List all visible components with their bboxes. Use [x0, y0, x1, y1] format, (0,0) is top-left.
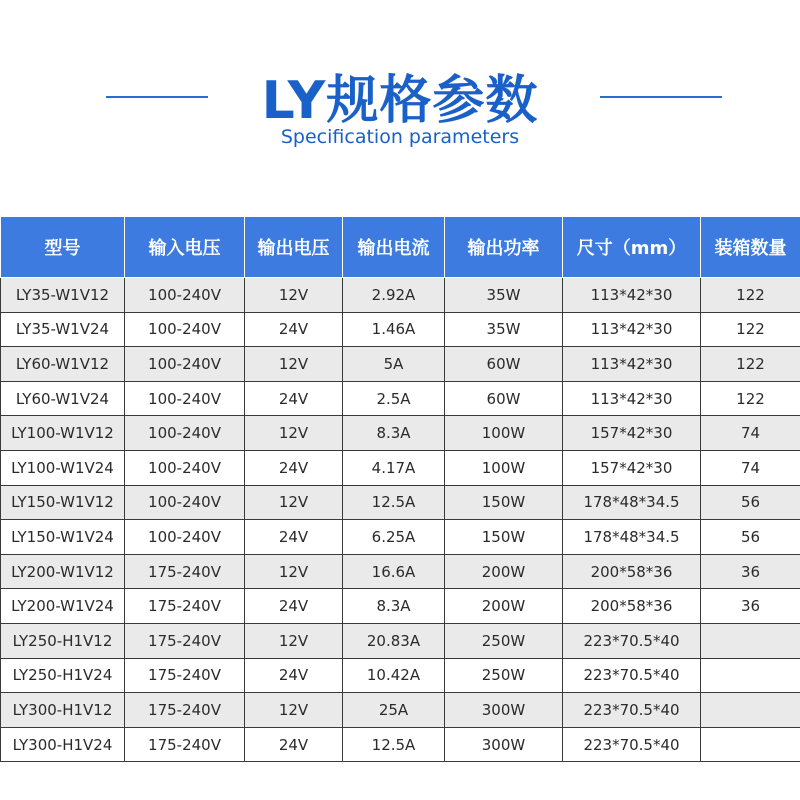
- column-header: 输出功率: [445, 217, 563, 278]
- table-cell: 122: [701, 381, 800, 416]
- page-subtitle: Specification parameters: [280, 126, 520, 148]
- table-cell: 175-240V: [125, 727, 245, 762]
- table-cell: 100-240V: [125, 450, 245, 485]
- table-cell: LY60-W1V12: [1, 347, 125, 382]
- column-header: 输出电流: [343, 217, 445, 278]
- table-cell: [701, 727, 800, 762]
- table-cell: 100-240V: [125, 520, 245, 555]
- table-cell: 113*42*30: [563, 381, 701, 416]
- table-cell: 100-240V: [125, 347, 245, 382]
- table-cell: 200W: [445, 589, 563, 624]
- table-cell: 250W: [445, 658, 563, 693]
- table-cell: 12V: [245, 623, 343, 658]
- column-header: 尺寸（mm）: [563, 217, 701, 278]
- table-cell: 100-240V: [125, 381, 245, 416]
- table-cell: 113*42*30: [563, 312, 701, 347]
- table-row: [1, 554, 800, 589]
- table-cell: [701, 623, 800, 658]
- table-cell: 122: [701, 312, 800, 347]
- table-cell: 100-240V: [125, 312, 245, 347]
- table-cell: 20.83A: [343, 623, 445, 658]
- table-cell: LY300-H1V24: [1, 727, 125, 762]
- table-cell: 250W: [445, 623, 563, 658]
- table-cell: 12.5A: [343, 727, 445, 762]
- table-cell: LY150-W1V24: [1, 520, 125, 555]
- table-cell: 1.46A: [343, 312, 445, 347]
- table-cell: 24V: [245, 727, 343, 762]
- table-row: [1, 485, 800, 520]
- table-cell: 24V: [245, 450, 343, 485]
- table-cell: 8.3A: [343, 589, 445, 624]
- table-cell: 2.5A: [343, 381, 445, 416]
- table-cell: 74: [701, 450, 800, 485]
- table-cell: LY150-W1V12: [1, 485, 125, 520]
- table-cell: 100-240V: [125, 278, 245, 313]
- table-cell: 100-240V: [125, 416, 245, 451]
- column-header: 型号: [1, 217, 125, 278]
- table-cell: 178*48*34.5: [563, 520, 701, 555]
- header-row: [1, 217, 800, 278]
- table-cell: 16.6A: [343, 554, 445, 589]
- table-cell: 6.25A: [343, 520, 445, 555]
- table-cell: LY300-H1V12: [1, 693, 125, 728]
- table-cell: 60W: [445, 347, 563, 382]
- table-row: [1, 416, 800, 451]
- table-cell: 223*70.5*40: [563, 623, 701, 658]
- table-cell: 122: [701, 347, 800, 382]
- table-cell: 200*58*36: [563, 589, 701, 624]
- table-cell: LY35-W1V12: [1, 278, 125, 313]
- table-row: [1, 693, 800, 728]
- table-cell: 12V: [245, 485, 343, 520]
- table-cell: 12V: [245, 693, 343, 728]
- table-cell: 35W: [445, 312, 563, 347]
- table-cell: LY35-W1V24: [1, 312, 125, 347]
- table-cell: LY250-H1V12: [1, 623, 125, 658]
- table-cell: 223*70.5*40: [563, 693, 701, 728]
- table-row: [1, 278, 800, 313]
- table-cell: 12V: [245, 416, 343, 451]
- table-cell: 35W: [445, 278, 563, 313]
- table-cell: 223*70.5*40: [563, 727, 701, 762]
- table-cell: 36: [701, 554, 800, 589]
- table-cell: 56: [701, 485, 800, 520]
- table-cell: 175-240V: [125, 658, 245, 693]
- table-cell: 175-240V: [125, 623, 245, 658]
- column-header: 装箱数量: [701, 217, 800, 278]
- table-cell: 113*42*30: [563, 278, 701, 313]
- table-cell: 157*42*30: [563, 416, 701, 451]
- spec-table-header: [1, 217, 800, 278]
- table-cell: 24V: [245, 381, 343, 416]
- table-cell: 24V: [245, 312, 343, 347]
- table-cell: 12V: [245, 278, 343, 313]
- table-row: [1, 658, 800, 693]
- table-cell: 175-240V: [125, 589, 245, 624]
- table-cell: 200W: [445, 554, 563, 589]
- table-cell: [701, 693, 800, 728]
- table-cell: 175-240V: [125, 693, 245, 728]
- table-cell: 300W: [445, 693, 563, 728]
- table-row: [1, 347, 800, 382]
- table-cell: LY200-W1V12: [1, 554, 125, 589]
- column-header: 输入电压: [125, 217, 245, 278]
- table-cell: 175-240V: [125, 554, 245, 589]
- table-cell: 8.3A: [343, 416, 445, 451]
- table-cell: 113*42*30: [563, 347, 701, 382]
- table-cell: 122: [701, 278, 800, 313]
- table-cell: 100W: [445, 416, 563, 451]
- table-cell: LY200-W1V24: [1, 589, 125, 624]
- table-cell: 12V: [245, 347, 343, 382]
- table-cell: LY100-W1V24: [1, 450, 125, 485]
- column-header: 输出电压: [245, 217, 343, 278]
- table-cell: 5A: [343, 347, 445, 382]
- table-cell: LY250-H1V24: [1, 658, 125, 693]
- table-cell: 24V: [245, 658, 343, 693]
- table-cell: 36: [701, 589, 800, 624]
- table-cell: 223*70.5*40: [563, 658, 701, 693]
- table-cell: 2.92A: [343, 278, 445, 313]
- spec-table-body: [1, 278, 800, 762]
- table-cell: LY60-W1V24: [1, 381, 125, 416]
- table-cell: 4.17A: [343, 450, 445, 485]
- table-cell: 178*48*34.5: [563, 485, 701, 520]
- table-row: [1, 312, 800, 347]
- table-row: [1, 450, 800, 485]
- table-cell: 56: [701, 520, 800, 555]
- page-title: LY规格参数: [261, 71, 539, 131]
- table-cell: 150W: [445, 520, 563, 555]
- table-row: [1, 520, 800, 555]
- table-cell: 24V: [245, 520, 343, 555]
- table-cell: 60W: [445, 381, 563, 416]
- table-row: [1, 589, 800, 624]
- spec-table: [0, 216, 800, 762]
- table-cell: 74: [701, 416, 800, 451]
- table-cell: 300W: [445, 727, 563, 762]
- table-cell: 24V: [245, 589, 343, 624]
- table-cell: 25A: [343, 693, 445, 728]
- table-row: [1, 381, 800, 416]
- title-section: [0, 0, 800, 200]
- table-cell: 12V: [245, 554, 343, 589]
- table-cell: 150W: [445, 485, 563, 520]
- table-cell: 100-240V: [125, 485, 245, 520]
- table-cell: 10.42A: [343, 658, 445, 693]
- table-cell: 157*42*30: [563, 450, 701, 485]
- table-cell: 100W: [445, 450, 563, 485]
- table-cell: [701, 658, 800, 693]
- table-cell: 200*58*36: [563, 554, 701, 589]
- table-cell: 12.5A: [343, 485, 445, 520]
- table-cell: LY100-W1V12: [1, 416, 125, 451]
- table-row: [1, 623, 800, 658]
- table-row: [1, 727, 800, 762]
